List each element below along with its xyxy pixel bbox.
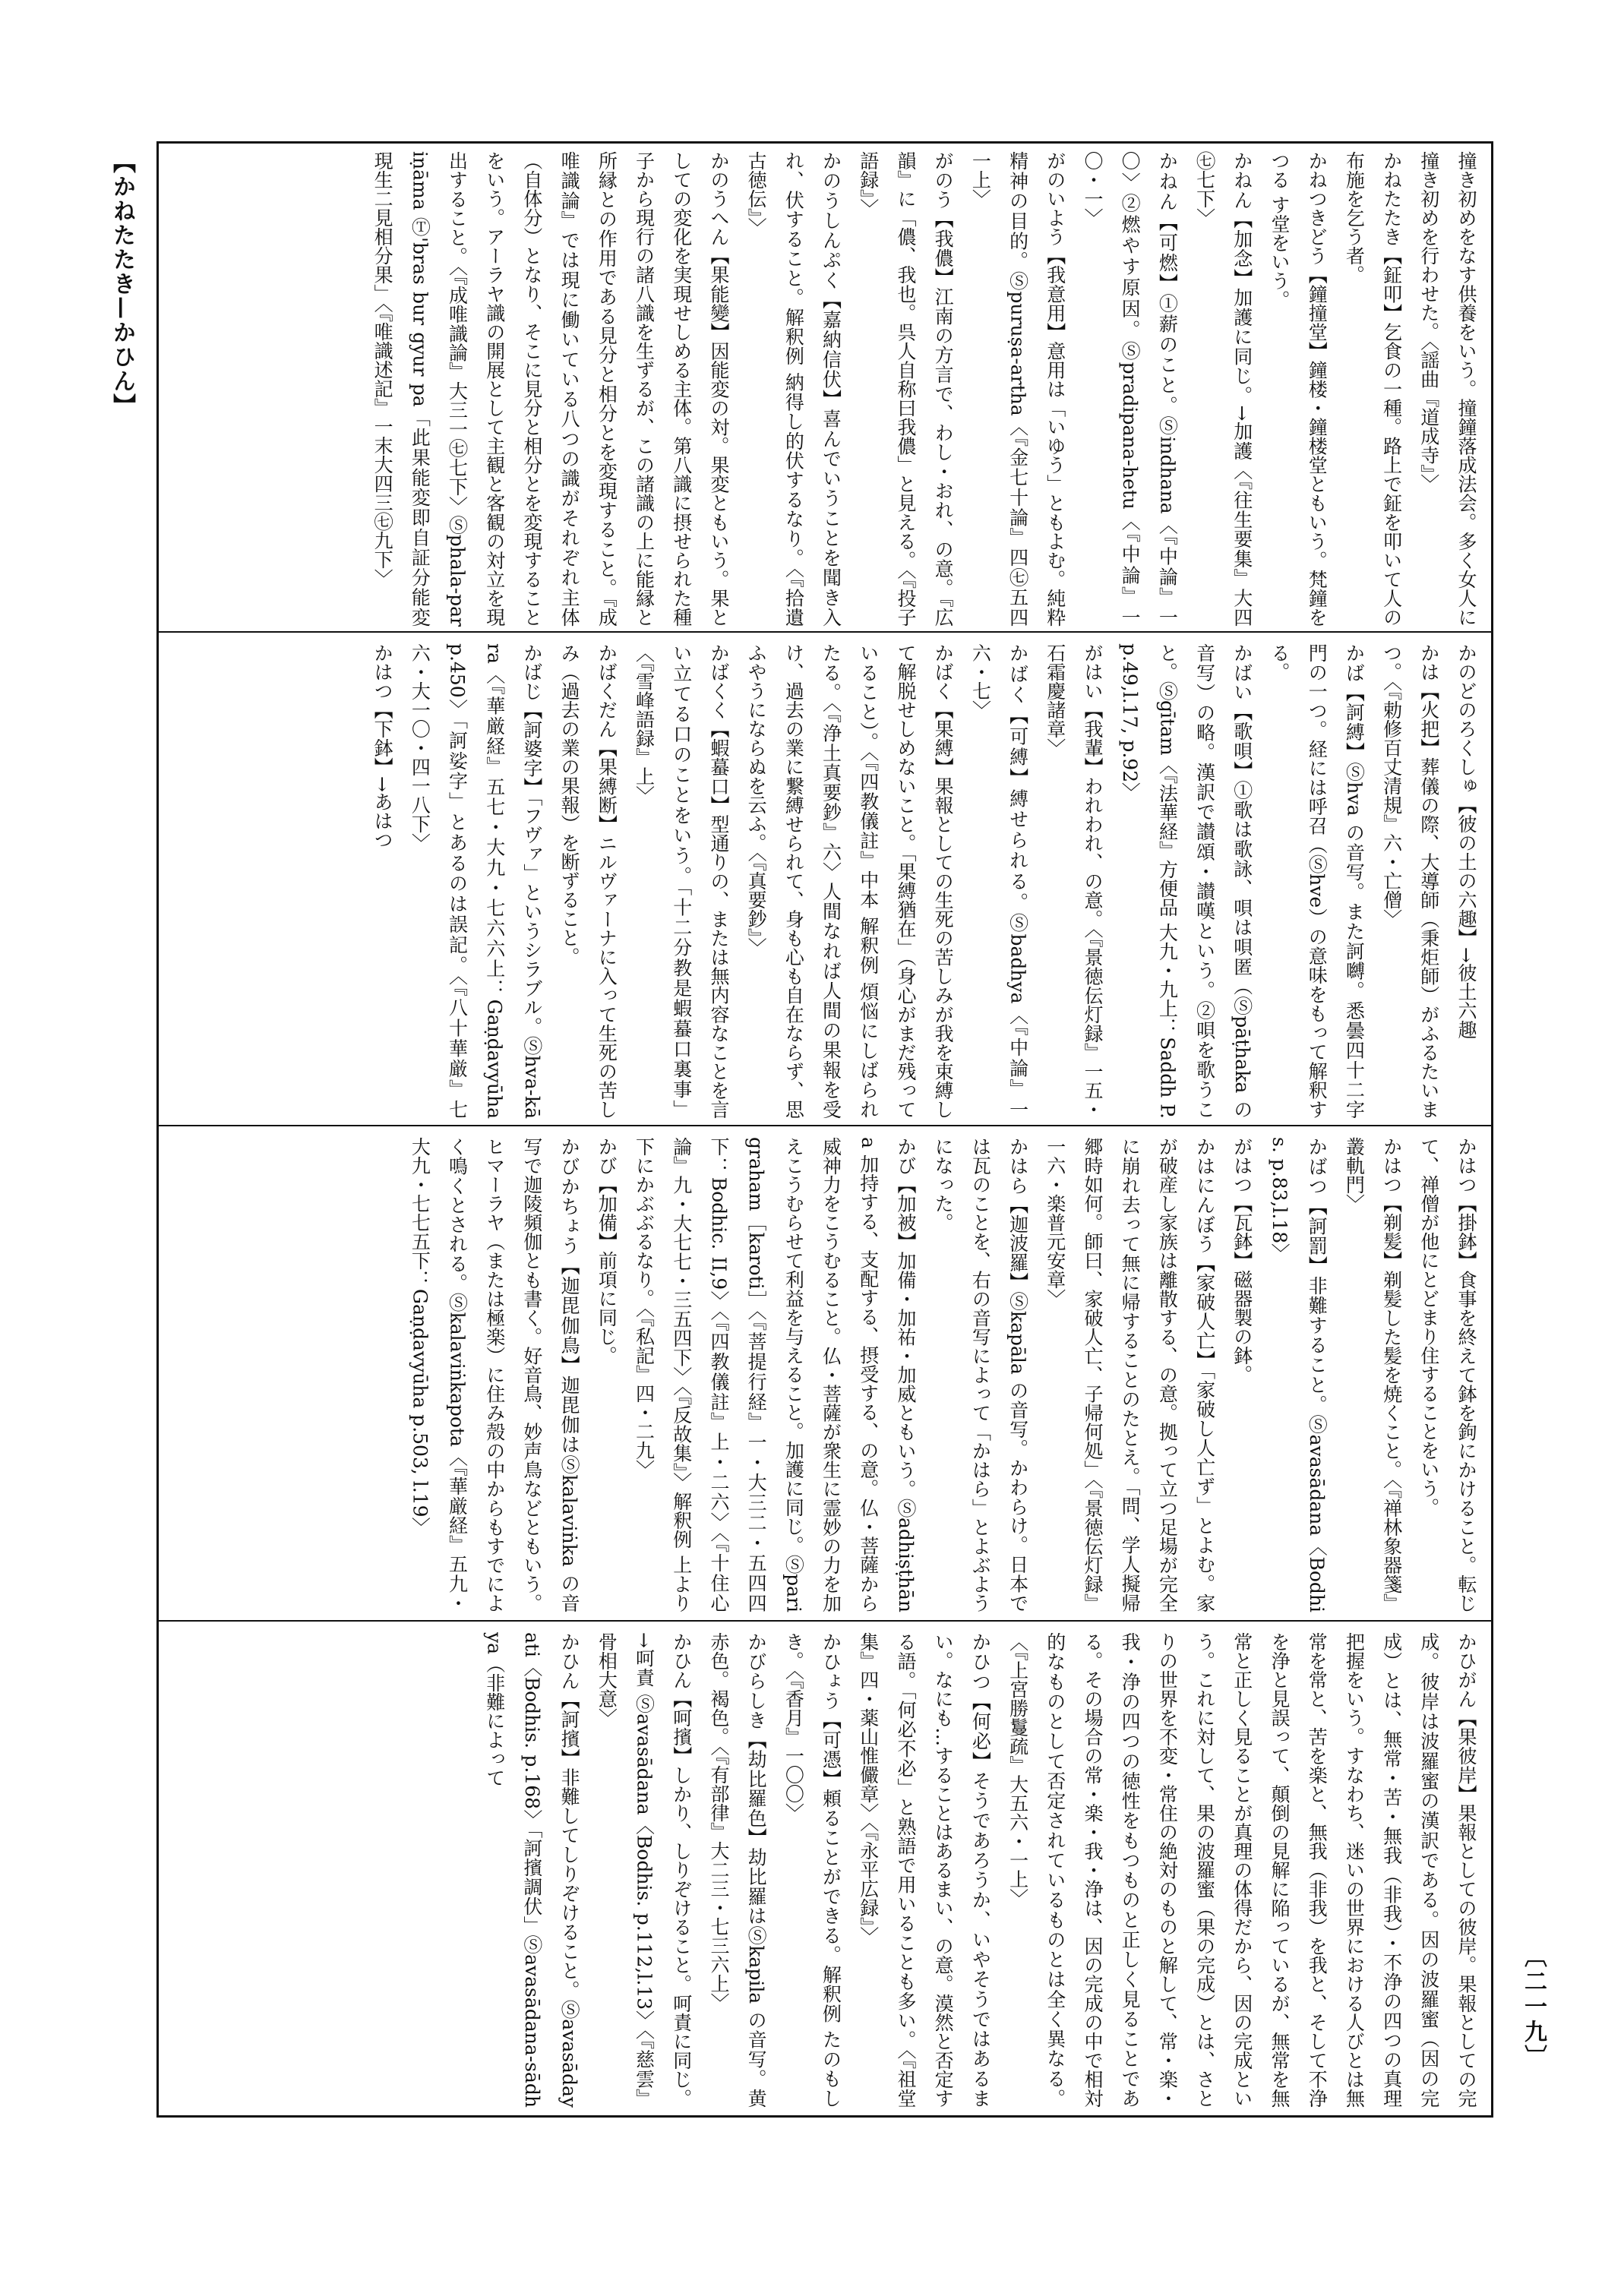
dictionary-entry: 撞き初めをなす供養をいう。撞鐘落成法会。多く女人に撞き初めを行わせた。〈謡曲『道成寺』〉 [1417,151,1477,627]
tier-divider [159,631,1491,633]
tier-3 [168,1137,1485,1612]
dictionary-entry: かのうへん【果能變】因能変の対。果変ともいう。果としての変化を実現せしめる主体。第八識に摂せられた種子から現行の諸八識を生ずるが、この諸識の上に能縁と所縁との作用である見分と相分とを変現すること。『成唯識論』では現に働いている八つの識がそれぞれ主体（自体分）となり、そこに見分と相分とを変現することをいう。アーラヤ識の開展として主観と客観の対立を現出すること。〈『成唯識論』大三一㊆七下〉Ⓢphala-pariṇāma Ⓣ'bras bur gyur pa「此果能変即自証分能変現生二見相分果」〈『唯識述記』一末大四三㊆九下〉 [371,151,730,627]
tier-text [401,1137,1485,1612]
tier-divider [159,1125,1491,1126]
dictionary-entry: かび【加備】前項に同じ。 [596,1137,618,1365]
dictionary-entry: かばくく【蝦蟇口】型通りの、または無内容なことを言い立てる口のことをいう。「十二分教是蝦蟇口裏事」〈『雪峰語録』上〉 [633,643,730,1119]
tier-text [476,1632,1485,2108]
dictionary-entry: かねたたき【鉦叩】乞食の一種。路上で鉦を叩いて人の布施を乞う者。 [1343,151,1403,627]
dictionary-entry: かひん【呵擯】しかり、しりぞけること。呵責に同じ。→呵責 Ⓢavasādana〈Bodhis. p.112,l.13〉〈『慈雲』骨相大意〉 [596,1632,693,2108]
dictionary-entry: かばい【歌唄】①歌は歌詠、唄は唄匿（Ⓢpāṭhaka の音写）の略。漢訳で讃頌・讃嘆という。②唄を歌うこと。Ⓢgītam〈『法華経』方便品 大九・九上：Saddh P. p.49,l.17, p.92〉 [1119,643,1253,1119]
dictionary-entry: かばくだん【果縛断】ニルヴァーナに入って生死の苦しみ（過去の業の果報）を断ずること。 [558,643,618,1119]
tier-4 [168,1632,1485,2108]
dictionary-entry: がのう【我儂】江南の方言で、わし・おれ、の意。『広韻』に「儂、我也。呉人自称曰我儂」と見える。〈『投子語録』〉 [857,151,955,627]
tier-text [364,151,1485,627]
dictionary-entry: かびかちょう【迦毘伽鳥】迦毘伽はⓈkalaviṅka の音写で迦陵頻伽とも書く。好音鳥、妙声鳥などともいう。ヒマーラヤ（または極楽）に住み殻の中からもすでによく鳴くとされる。Ⓢkalaviṅkapota〈『華厳経』五九・大九・七七五下：Gaṇḍavyūha p.503, l.19〉 [409,1137,581,1612]
dictionary-entry: かのうしんぷく【嘉納信伏】喜んでいうことを聞き入れ、伏すること。解釈例 納得し的伏するなり。〈『拾遺古徳伝』〉 [745,151,842,627]
dictionary-entry: かひつ【何必】そうであろうか、いやそうではあるまい。なにも…することはあるまい、の意。漠然と否定する語。「何必不必」と熟語で用いることも多い。〈『祖堂集』四・薬山惟儼章〉〈『永平広録』〉 [857,1632,992,2108]
running-head: 【かねたたき—かひん】 [109,150,135,418]
dictionary-entry: がはい【我輩】われわれ、の意。〈『景徳伝灯録』一五・石霜慶諸章〉 [1044,643,1104,1119]
page-frame [156,141,1493,2118]
dictionary-entry: かばく【可縛】縛せられる。Ⓢbadhya〈『中論』一六・七〉 [969,643,1029,1119]
dictionary-entry: かはつ【下鉢】→あはつ [371,643,394,849]
tier-divider [159,1620,1491,1622]
dictionary-entry: かび【加被】加備・加祐・加威ともいう。Ⓢadhiṣṭhāna 加持する、支配する、摂受する、の意。仏・菩薩から威神力をこうむること。仏・菩薩が衆生に霊妙の力を加えこうむらせて利益を与えること。加護に同じ。Ⓢparigraham［karoti］〈『菩提行経』一・大三二・五四四下：Bodhic. II,9〉〈『四教儀註』上・二六〉〈『十住心論』九・大七七・三五四下〉〈『反故集』〉解釈例 上より下にかぶぶるなり。〈『私記』四・二九〉 [633,1137,917,1612]
dictionary-entry: かば【訶縛】Ⓢhva の音写。また訶嚩。悉曇四十二字門の一つ。経には呼召（Ⓢhve）の意味をもって解釈する。 [1268,643,1366,1119]
dictionary-entry: かひがん【果彼岸】果報としての彼岸。果報としての完成。彼岸は波羅蜜の漢訳である。因の波羅蜜（因の完成）とは、無常・苦・無我（非我）・不浄の四つの真理把握をいう。すなわち、迷いの世界における人びとは無常を常と、苦を楽と、無我（非我）を我と、そして不浄を浄と見誤って、顛倒の見解に陥っているが、無常を無常と正しく見ることが真理の体得だから、因の完成という。これに対して、果の波羅蜜（果の完成）とは、さとりの世界を不変・常住の絶対のものと解して、常・楽・我・浄の四つの徳性をもつものと正しく見ることである。その場合の常・楽・我・浄は、因の完成の中で相対的なものとして否定されているものとは全く異なる。〈『上宮勝鬘疏』大五六・一上〉 [1006,1632,1477,2108]
dictionary-entry: かばつ【訶罰】非難すること。Ⓢavasādana〈Bodhis. p.83,l.18〉 [1268,1137,1329,1612]
dictionary-entry: かはにんぼう【家破人亡】「家破し人亡ず」とよむ。家が破産し家族は離散する、の意。拠って立つ足場が完全に崩れ去って無に帰することのたとえ。「問、学人擬帰郷時如何。師曰、家破人亡、子帰何処」〈『景徳伝灯録』一六・楽普元安章〉 [1044,1137,1216,1612]
dictionary-entry: かひょう【可憑】頼ることができる。解釈例 たのもしき。〈『香月』一〇〇〉 [782,1632,842,2108]
dictionary-entry: がはつ【瓦鉢】磁器製の鉢。 [1231,1137,1253,1384]
dictionary-entry: かはつ【剃髪】剃髪した髪を焼くこと。〈『禅林象器箋』叢軌門〉 [1343,1137,1403,1612]
dictionary-entry: かは【火把】葬儀の際、大導師（秉炬師）がふるたいまつ。〈『勅修百丈清規』六・亡僧〉 [1380,643,1440,1119]
dictionary-entry: かのどのろくしゅ【彼の土の六趣】→彼土六趣 [1455,643,1477,1039]
dictionary-entry: かひん【訶擯】非難してしりぞけること。Ⓢavasādayati〈Bodhis. p.168〉「訶擯調伏」Ⓢavasādana-sādhya（非難によって [483,1632,581,2108]
dictionary-entry: かはら【迦波羅】Ⓢkapāla の音写。かわらけ。日本では瓦のことを、右の音写によって「かはら」とよぶようになった。 [932,1137,1029,1612]
dictionary-entry: かねつきどう【鐘撞堂】鐘楼・鐘楼堂ともいう。梵鐘をつる す堂をいう。 [1268,151,1329,627]
dictionary-entry: かばじ【訶婆字】「フヴァ」というシラブル。Ⓢhva-kāra〈『華厳経』五七・大九・七六六上：Gaṇḍavyūha p.450〉「訶娑字」とあるのは誤記。〈『八十華厳』七六・大一〇・四一八下〉 [409,643,543,1119]
dictionary-entry: かねん【加念】加護に同じ。→加護〈『往生要集』大四㊆七下〉 [1193,151,1253,627]
tier-text [364,643,1485,1119]
page-number: 〔二一九〕 [1520,1944,1547,2070]
dictionary-entry: かねん【可燃】①薪のこと。Ⓢindhana〈『中論』一〇〉②燃やす原因。Ⓢpradipana-hetu〈『中論』一〇・一〉 [1081,151,1179,627]
dictionary-entry: かびらしき【劫比羅色】劫比羅はⓈkapila の音写。黄赤色。褐色。〈『有部律』大二三・七三六上〉 [707,1632,768,2108]
dictionary-entry: がのいよう【我意用】意用は「いゆう」ともよむ。純粋精神の目的。Ⓢpuruṣa-artha〈『金七十論』四㊆五四一上〉 [969,151,1066,627]
tier-2 [168,643,1485,1119]
tier-1 [168,151,1485,627]
dictionary-entry: かばく【果縛】果報としての生死の苦しみが我を束縛して解脱せしめないこと。「果縛猶在」（身心がまだ残っていること）。〈『四教儀註』中本 解釈例 煩悩にしばられたる。〈『浄土真要鈔』六〉人間なれば人間の果報を受け、過去の業に繋縛せられて、身も心も自在ならず、思ふやうにならぬを云ふ。〈『真要鈔』〉 [745,643,955,1119]
dictionary-entry: かはつ【掛鉢】食事を終えて鉢を鉤にかけること。転じて、禅僧が他にとどまり住することをいう。 [1417,1137,1477,1612]
